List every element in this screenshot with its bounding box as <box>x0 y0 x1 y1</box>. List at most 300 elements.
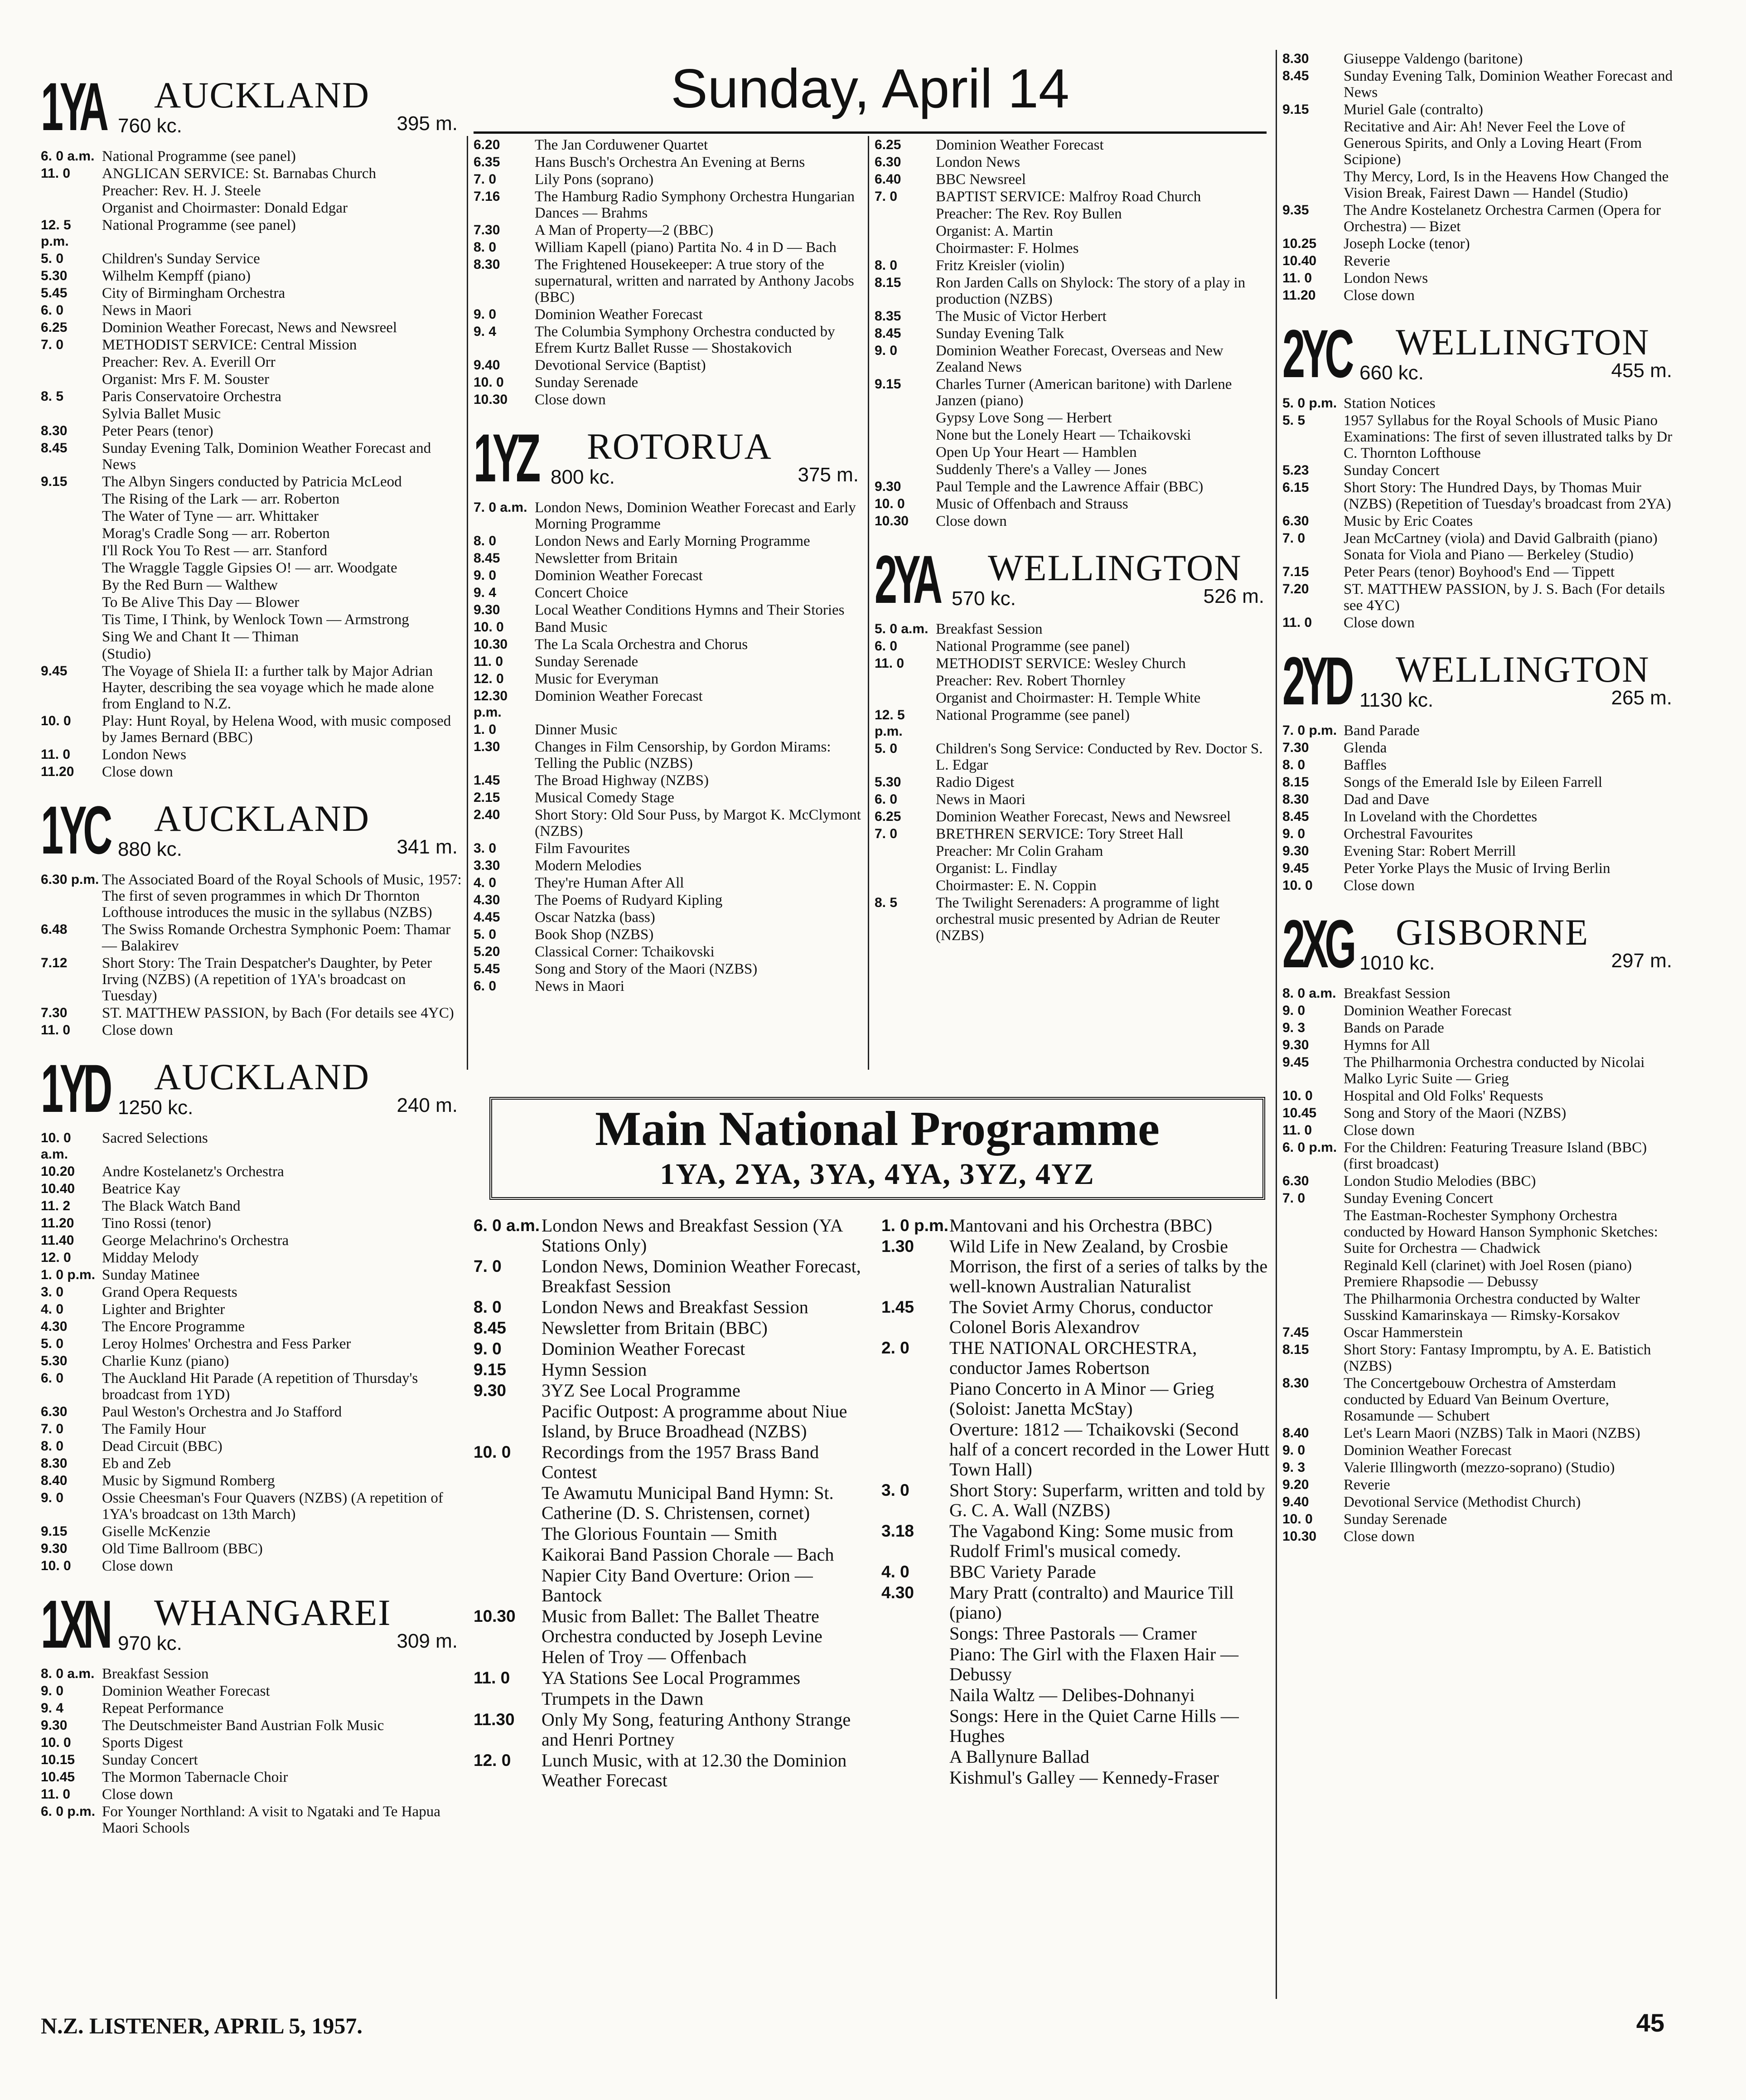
programme-entry <box>1282 1442 1677 1459</box>
entry-time: 5.23 <box>1282 463 1309 478</box>
programme-entry <box>1282 287 1677 304</box>
column-4 <box>1282 50 1677 1546</box>
entry-text: Wilhelm Kempff (piano) <box>102 268 251 284</box>
programme-entry <box>875 223 1269 239</box>
entry-text: The Twilight Serenaders: A programme of light orchestral music presented by Adrian de Reuter (NZBS) <box>936 895 1220 944</box>
entry-time: 6.30 <box>41 1404 68 1419</box>
entry-text: The Encore Programme <box>102 1319 245 1335</box>
entry-text: Sunday Serenade <box>535 374 638 391</box>
entry-time <box>881 1379 949 1419</box>
station-header <box>1282 907 1677 985</box>
entry-time: 10.45 <box>1282 1106 1317 1120</box>
entry-time: 11. 0 <box>875 656 904 671</box>
entry-time: 7.16 <box>474 189 500 204</box>
entry-text: Peter Pears (tenor) <box>102 423 213 439</box>
programme-entry <box>474 1402 863 1441</box>
programme-entry <box>41 320 462 336</box>
entry-time <box>881 1706 949 1746</box>
programme-entry <box>881 1420 1271 1479</box>
entry-text: Sports Digest <box>102 1735 183 1751</box>
entry-text: Piano: The Girl with the Flaxen Hair — Debussy <box>949 1644 1239 1684</box>
station-wavelength: 455 m. <box>1611 359 1672 382</box>
entry-text: Baffles <box>1344 757 1387 773</box>
programme-entry <box>41 1130 462 1163</box>
entry-time: 8.15 <box>1282 1342 1309 1357</box>
entry-time: 6. 0 p.m. <box>1282 1140 1337 1155</box>
entry-time: 6. 0 <box>875 639 898 654</box>
programme-entry <box>875 621 1269 637</box>
entry-time: 6. 0 a.m. <box>41 149 95 164</box>
station-header <box>41 1588 462 1665</box>
programme-entry <box>1282 412 1677 461</box>
entry-text: Sunday Evening Talk, Dominion Weather Forecast and News <box>102 440 431 473</box>
programme-entry <box>41 1267 462 1283</box>
entry-time: 10. 0 <box>1282 1512 1313 1527</box>
entry-text: Choirmaster: E. N. Coppin <box>936 878 1097 894</box>
entry-text: In Loveland with the Chordettes <box>1344 809 1538 825</box>
entry-time: 8. 5 <box>41 389 64 404</box>
entry-time: 5. 0 <box>875 741 898 756</box>
entry-time: 4.30 <box>881 1583 914 1602</box>
entry-text: Breakfast Session <box>936 621 1043 637</box>
entry-time: 10.45 <box>41 1770 75 1785</box>
entry-time: 6.30 <box>1282 1174 1309 1188</box>
entry-time: 9.30 <box>41 1541 68 1556</box>
programme-entry <box>881 1216 1271 1236</box>
programme-entry <box>875 513 1269 529</box>
entry-text: Dead Circuit (BBC) <box>102 1438 222 1455</box>
entry-time: 6.30 <box>1282 514 1309 529</box>
entry-text: Song and Story of the Maori (NZBS) <box>535 961 758 977</box>
entry-time <box>881 1624 949 1644</box>
entry-time: 12. 5 p.m. <box>875 708 905 739</box>
entry-time <box>41 200 102 216</box>
entry-time <box>41 354 102 370</box>
entry-time: 7.20 <box>1282 582 1309 597</box>
entry-time: 10. 0 <box>474 375 504 390</box>
entry-time: 5. 0 a.m. <box>875 621 929 636</box>
entry-text: Organist: Mrs F. M. Souster <box>102 371 269 388</box>
programme-entry <box>1282 270 1677 286</box>
programme-entry <box>875 275 1269 307</box>
entry-time: 6.25 <box>875 137 901 152</box>
entry-time: 8. 0 <box>474 1298 502 1316</box>
programme-entry <box>881 1644 1271 1684</box>
programme-entry <box>474 1647 863 1667</box>
entry-time: 6. 0 <box>41 303 64 318</box>
entry-text: Helen of Troy — Offenbach <box>542 1647 747 1667</box>
programme-entry <box>881 1297 1271 1337</box>
entry-text: Sunday Evening Talk, Dominion Weather Forecast and News <box>1344 68 1673 101</box>
programme-entry <box>41 1353 462 1369</box>
entry-text: Mantovani and his Orchestra (BBC) <box>949 1215 1212 1236</box>
programme-entry <box>1282 774 1677 791</box>
programme-entry <box>474 688 863 721</box>
programme-entry <box>875 655 1269 672</box>
entry-text: Peter Yorke Plays the Music of Irving Berlin <box>1344 860 1611 877</box>
entry-time: 10. 0 <box>474 1443 511 1461</box>
entry-text: BBC Newsreel <box>936 171 1026 188</box>
entry-time: 11.20 <box>41 764 74 779</box>
entry-time: 9. 0 <box>875 343 898 358</box>
entry-time <box>875 410 936 426</box>
entry-text: Dominion Weather Forecast <box>936 137 1104 153</box>
programme-entry <box>474 137 863 153</box>
entry-text: Kaikorai Band Passion Chorale — Bach <box>542 1544 834 1565</box>
entry-time: 9.30 <box>474 602 500 617</box>
entry-time: 8.30 <box>41 423 68 438</box>
entry-text: London News and Breakfast Session (YA Stations Only) <box>542 1215 842 1256</box>
entry-text: Sunday Serenade <box>535 654 638 670</box>
programme-entry <box>41 1370 462 1403</box>
entry-time: 10.40 <box>41 1181 75 1196</box>
programme-entry <box>474 739 863 771</box>
entry-time: 11.30 <box>474 1710 515 1729</box>
entry-text: Evening Star: Robert Merrill <box>1344 843 1516 859</box>
entry-text: London Studio Melodies (BBC) <box>1344 1173 1536 1189</box>
programme-entry <box>474 944 863 960</box>
entry-text: Sunday Evening Concert <box>1344 1190 1493 1207</box>
station-frequency: 660 kc. <box>1359 362 1424 384</box>
station-call-sign: 1YZ <box>474 420 537 496</box>
entry-time: 6.15 <box>1282 480 1309 495</box>
programme-entry <box>881 1521 1271 1561</box>
entry-text: Changes in Film Censorship, by Gordon Mirams: Telling the Public (NZBS) <box>535 739 831 771</box>
entry-time <box>875 461 936 478</box>
entry-text: Devotional Service (Methodist Church) <box>1344 1494 1581 1510</box>
programme-entry <box>474 807 863 839</box>
programme-entry <box>875 376 1269 409</box>
station-call-sign: 2YC <box>1282 315 1350 392</box>
programme-entry <box>474 909 863 926</box>
programme-entry <box>474 357 863 373</box>
entry-time <box>474 1689 542 1709</box>
entry-text: The Rising of the Lark — arr. Roberton <box>102 491 340 507</box>
entry-text: Giuseppe Valdengo (baritone) <box>1344 51 1523 67</box>
entry-text: Joseph Locke (tenor) <box>1344 236 1470 252</box>
entry-text: Leroy Holmes' Orchestra and Fess Parker <box>102 1336 351 1352</box>
entry-time <box>875 860 936 877</box>
entry-time: 6.35 <box>474 155 500 170</box>
entry-text: Short Story: Old Sour Puss, by Margot K. McClymont (NZBS) <box>535 807 861 839</box>
programme-entry <box>41 525 462 542</box>
entry-text: Sunday Evening Talk <box>936 325 1064 342</box>
entry-time: 8.15 <box>1282 775 1309 790</box>
programme-entry <box>41 560 462 576</box>
entry-text: London News, Dominion Weather Forecast, Breakfast Session <box>542 1256 861 1296</box>
programme-entry <box>1282 1324 1677 1341</box>
programme-entry <box>41 1455 462 1472</box>
programme-entry <box>1282 1140 1677 1172</box>
entry-time <box>1282 1257 1344 1290</box>
entry-text: Paul Weston's Orchestra and Jo Stafford <box>102 1404 342 1420</box>
entry-text: Lily Pons (soprano) <box>535 171 654 188</box>
entry-text: London News <box>936 154 1021 170</box>
entry-text: Te Awamutu Municipal Band Hymn: St. Catherine (D. S. Christensen, cornet) <box>542 1483 834 1523</box>
entry-time <box>875 690 936 706</box>
page-title: Sunday, April 14 <box>671 58 1069 119</box>
programme-entry <box>474 533 863 549</box>
entry-time: 7. 0 a.m. <box>474 500 527 515</box>
programme-entry <box>474 374 863 391</box>
entry-text: The Wraggle Taggle Gipsies O! — arr. Woodgate <box>102 560 397 576</box>
programme-entry <box>41 251 462 267</box>
entry-time: 9. 0 <box>41 1490 64 1505</box>
entry-text: The Voyage of Shiela II: a further talk by Major Adrian Hayter, describing the sea voyage which he made alone from England to N.Z. <box>102 663 434 712</box>
entry-text: Organist: A. Martin <box>936 223 1053 239</box>
entry-time: 9.15 <box>41 474 68 489</box>
station-header <box>1282 317 1677 394</box>
entry-time: 9.30 <box>41 1718 68 1733</box>
entry-text: National Programme (see panel) <box>936 638 1130 655</box>
programme-entry <box>474 790 863 806</box>
programme-entry <box>881 1747 1271 1767</box>
entry-text: Concert Choice <box>535 585 629 601</box>
entry-time <box>875 444 936 461</box>
entry-text: Preacher: Mr Colin Graham <box>936 843 1103 859</box>
programme-entry <box>41 1215 462 1232</box>
entry-text: Band Parade <box>1344 723 1420 739</box>
entry-text: George Melachrino's Orchestra <box>102 1232 289 1249</box>
entry-time <box>474 1402 542 1441</box>
entry-text: The Music of Victor Herbert <box>936 308 1107 325</box>
entry-time: 8.45 <box>1282 809 1309 824</box>
entry-text: Piano Concerto in A Minor — Grieg (Soloist: Janetta McStay) <box>949 1378 1214 1419</box>
entry-time: 5. 5 <box>1282 413 1306 428</box>
entry-time: 5.45 <box>41 286 68 301</box>
entry-text: The Philharmonia Orchestra conducted by Nicolai Malko Lyric Suite — Grieg <box>1344 1054 1645 1087</box>
entry-time: 9.45 <box>1282 861 1309 876</box>
programme-entry <box>1282 1054 1677 1087</box>
entry-text: London News <box>1344 270 1428 286</box>
entry-text: Breakfast Session <box>1344 985 1451 1002</box>
programme-entry <box>41 1336 462 1352</box>
entry-text: Recitative and Air: Ah! Never Feel the Love of Generous Spirits, and Only a Loving Heart (From Scipione) <box>1344 119 1642 168</box>
entry-text: Hans Busch's Orchestra An Evening at Berns <box>535 154 805 170</box>
programme-entry <box>41 354 462 370</box>
entry-time: 10. 0 <box>1282 878 1313 893</box>
programme-entry <box>875 308 1269 325</box>
entry-text: Book Shop (NZBS) <box>535 926 654 943</box>
programme-entry <box>41 629 462 645</box>
programme-entry <box>41 491 462 507</box>
entry-text: The Concertgebouw Orchestra of Amsterdam conducted by Eduard Van Beinum Overture, Rosamunde — Schubert <box>1344 1375 1616 1424</box>
entry-text: Reverie <box>1344 253 1390 269</box>
station-name: AUCKLAND <box>154 1056 370 1097</box>
entry-time: 1.45 <box>881 1298 914 1316</box>
entry-text: The Eastman-Rochester Symphony Orchestra conducted by Howard Hanson Symphonic Sketches: Suite for Orchestra — Chadwick <box>1344 1208 1658 1256</box>
entry-time: 10. 0 <box>41 1735 71 1750</box>
programme-entry <box>41 1541 462 1557</box>
entry-time: 9.15 <box>41 1524 68 1539</box>
entry-text: Glenda <box>1344 740 1387 756</box>
entry-time: 8.30 <box>1282 792 1309 807</box>
entry-text: Close down <box>102 1022 173 1038</box>
entry-time: 6.30 <box>875 155 901 170</box>
entry-text: Film Favourites <box>535 840 630 857</box>
station-frequency: 970 kc. <box>118 1632 182 1654</box>
entry-text: Naila Waltz — Delibes-Dohnanyi <box>949 1685 1195 1705</box>
page-header <box>474 50 1267 134</box>
entry-time: 4. 0 <box>41 1302 64 1317</box>
programme-entry <box>474 550 863 567</box>
entry-time: 1.30 <box>881 1237 914 1256</box>
entry-time: 9.30 <box>1282 844 1309 858</box>
programme-entry <box>41 1752 462 1768</box>
entry-time <box>1282 169 1344 201</box>
entry-time: 10. 0 <box>875 496 905 511</box>
entry-time: 4.30 <box>474 892 500 907</box>
entry-text: National Programme (see panel) <box>102 217 296 233</box>
programme-entry <box>41 165 462 182</box>
entry-text: Preacher: The Rev. Roy Bullen <box>936 206 1122 222</box>
entry-text: Sylvia Ballet Music <box>102 406 221 422</box>
entry-text: Close down <box>1344 615 1415 631</box>
entry-text: The Poems of Rudyard Kipling <box>535 892 723 908</box>
programme-entry <box>41 1232 462 1249</box>
programme-entry <box>1282 1477 1677 1493</box>
entry-text: Dominion Weather Forecast, News and Newsreel <box>102 320 397 336</box>
entry-text: Close down <box>535 392 606 408</box>
programme-entry <box>1282 615 1677 631</box>
entry-text: Orchestral Favourites <box>1344 826 1473 842</box>
programme-entry <box>881 1583 1271 1623</box>
station-frequency: 570 kc. <box>952 587 1016 610</box>
programme-entry <box>875 741 1269 773</box>
entry-text: Trumpets in the Dawn <box>542 1688 704 1709</box>
programme-entry <box>474 978 863 994</box>
programme-entry <box>41 337 462 353</box>
entry-text: The Vagabond King: Some music from Rudolf Friml's musical comedy. <box>949 1521 1233 1561</box>
entry-text: City of Birmingham Orchestra <box>102 285 285 301</box>
programme-entry <box>41 1005 462 1021</box>
entry-time: 11. 2 <box>41 1198 71 1213</box>
entry-text: Close down <box>936 513 1007 529</box>
programme-entry <box>875 343 1269 375</box>
programme-entry <box>474 1545 863 1565</box>
entry-time: 8.40 <box>1282 1426 1309 1440</box>
entry-text: Music by Sigmund Romberg <box>102 1473 275 1489</box>
programme-entry <box>875 878 1269 894</box>
entry-time: 10. 0 a.m. <box>41 1130 71 1162</box>
programme-entry <box>41 1700 462 1717</box>
entry-text: Eb and Zeb <box>102 1455 171 1472</box>
programme-entry <box>474 1606 863 1646</box>
programme-entry <box>41 663 462 712</box>
programme-entry <box>1282 1173 1677 1189</box>
programme-entry <box>881 1706 1271 1746</box>
entry-text: Ron Jarden Calls on Shylock: The story of a play in production (NZBS) <box>936 275 1246 307</box>
entry-text: Preacher: Rev. A. Everill Orr <box>102 354 276 370</box>
programme-entry <box>474 840 863 857</box>
programme-entry <box>1282 513 1677 529</box>
entry-text: Devotional Service (Baptist) <box>535 357 706 373</box>
programme-entry <box>1282 1460 1677 1476</box>
entry-time <box>41 183 102 199</box>
entry-time: 9.15 <box>474 1360 507 1379</box>
station-header <box>474 422 863 499</box>
entry-text: Newsletter from Britain (BBC) <box>542 1318 768 1338</box>
entry-text: Short Story: Superfarm, written and told by G. C. A. Wall (NZBS) <box>949 1480 1265 1520</box>
programme-entry <box>41 217 462 250</box>
entry-text: The Family Hour <box>102 1421 206 1437</box>
programme-entry <box>1282 564 1677 580</box>
entry-text: (Studio) <box>102 646 151 662</box>
column-3 <box>875 136 1269 945</box>
programme-entry <box>41 388 462 405</box>
entry-time: 12.30 p.m. <box>474 689 508 720</box>
entry-time: 11. 0 <box>1282 615 1312 630</box>
programme-entry <box>41 1250 462 1266</box>
programme-entry <box>875 479 1269 495</box>
entry-time <box>41 629 102 645</box>
station-name: GISBORNE <box>1396 912 1589 953</box>
entry-text: Breakfast Session <box>102 1666 209 1682</box>
programme-entry <box>875 496 1269 512</box>
programme-entry <box>41 1735 462 1751</box>
entry-text: They're Human After All <box>535 875 684 891</box>
entry-text: Organist: L. Findlay <box>936 860 1057 877</box>
programme-entry <box>41 1717 462 1734</box>
programme-entry <box>875 860 1269 877</box>
station-name: WELLINGTON <box>1396 321 1650 363</box>
entry-text: Tino Rossi (tenor) <box>102 1215 211 1232</box>
entry-time: 8.45 <box>875 326 901 341</box>
entry-text: Reginald Kell (clarinet) with Joel Rosen (piano) Premiere Rhapsodie — Debussy <box>1344 1257 1632 1290</box>
entry-time <box>41 371 102 388</box>
entry-text: Organist and Choirmaster: H. Temple White <box>936 690 1201 706</box>
programme-entry <box>1282 581 1677 614</box>
entry-text: Children's Song Service: Conducted by Rev. Doctor S. L. Edgar <box>936 741 1263 773</box>
programme-entry <box>41 1683 462 1699</box>
programme-entry <box>41 148 462 165</box>
entry-time: 11.40 <box>41 1233 74 1248</box>
entry-time <box>1282 1208 1344 1256</box>
entry-text: Thy Mercy, Lord, Is in the Heavens How Changed the Vision Break, Fairest Dawn — Handel (Studio) <box>1344 169 1669 201</box>
programme-entry <box>41 183 462 199</box>
entry-time: 1.45 <box>474 773 500 788</box>
entry-text: Ossie Cheesman's Four Quavers (NZBS) (A repetition of 1YA's broadcast on 13th March) <box>102 1490 443 1523</box>
programme-entry <box>41 508 462 524</box>
programme-entry <box>1282 1425 1677 1441</box>
entry-time: 8. 0 <box>474 240 497 255</box>
programme-entry <box>1282 480 1677 512</box>
programme-entry <box>1282 1342 1677 1374</box>
entry-time: 7.12 <box>41 955 68 970</box>
programme-entry <box>41 1404 462 1420</box>
entry-text: Tis Time, I Think, by Wenlock Town — Armstrong <box>102 611 409 628</box>
entry-text: Peter Pears (tenor) Boyhood's End — Tippett <box>1344 564 1615 580</box>
programme-entry <box>474 585 863 601</box>
column-rule <box>1276 50 1277 1999</box>
programme-entry <box>474 171 863 188</box>
entry-text: 1957 Syllabus for the Royal Schools of Music Piano Examinations: The first of seven illustrated talks by Dr C. Thornton Lofthouse <box>1344 412 1673 461</box>
entry-time: 8.45 <box>1282 68 1309 83</box>
entry-text: National Programme (see panel) <box>102 148 296 165</box>
entry-text: For Younger Northland: A visit to Ngataki and Te Hapua Maori Schools <box>102 1804 440 1836</box>
entry-time: 4. 0 <box>474 875 497 890</box>
entry-time: 10.25 <box>1282 236 1317 251</box>
entry-text: Music of Offenbach and Strauss <box>936 496 1128 512</box>
programme-entry <box>41 1181 462 1197</box>
entry-text: London News and Breakfast Session <box>542 1297 808 1317</box>
entry-time: 9. 4 <box>474 585 497 600</box>
programme-entry <box>1282 102 1677 118</box>
entry-time: 5.45 <box>474 961 500 976</box>
programme-entry <box>881 1624 1271 1644</box>
programme-entry <box>1282 1105 1677 1121</box>
entry-time: 10.30 <box>474 392 508 407</box>
